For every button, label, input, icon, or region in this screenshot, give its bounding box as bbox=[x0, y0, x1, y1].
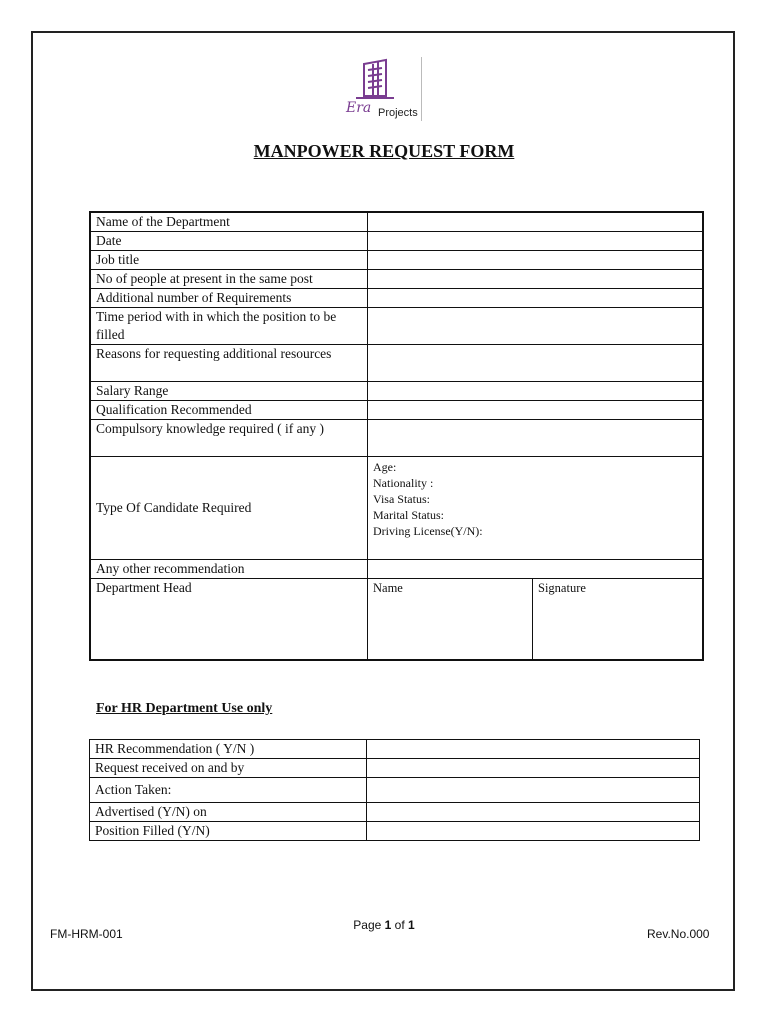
table-row bbox=[90, 251, 703, 270]
department-name-field[interactable] bbox=[368, 212, 704, 232]
department-head-signature-field[interactable] bbox=[533, 579, 704, 661]
row-label: Salary Range bbox=[90, 382, 368, 401]
department-head-name-field[interactable] bbox=[368, 579, 533, 661]
row-label: HR Recommendation ( Y/N ) bbox=[90, 740, 367, 759]
table-row bbox=[90, 289, 703, 308]
table-row bbox=[90, 778, 700, 803]
hr-recommendation-field[interactable] bbox=[367, 740, 700, 759]
row-label: Additional number of Requirements bbox=[90, 289, 368, 308]
row-label: Time period with in which the position to be filled bbox=[90, 308, 368, 345]
table-row bbox=[90, 560, 703, 579]
row-label: Advertised (Y/N) on bbox=[90, 803, 367, 822]
table-row bbox=[90, 579, 703, 661]
row-label: Reasons for requesting additional resources bbox=[90, 345, 368, 382]
candidate-license-label: Driving License(Y/N): bbox=[373, 524, 483, 538]
position-filled-field[interactable] bbox=[367, 822, 700, 841]
additional-number-field[interactable] bbox=[368, 289, 704, 308]
table-row bbox=[90, 212, 703, 232]
manpower-request-table bbox=[89, 211, 704, 661]
compulsory-knowledge-field[interactable] bbox=[368, 420, 704, 457]
row-label: Date bbox=[90, 232, 368, 251]
row-label: Type Of Candidate Required bbox=[90, 457, 368, 560]
row-label: Request received on and by bbox=[90, 759, 367, 778]
logo-script-text: Era bbox=[346, 100, 372, 116]
job-title-field[interactable] bbox=[368, 251, 704, 270]
page-word: Page bbox=[353, 918, 385, 932]
page-of: of bbox=[391, 918, 409, 932]
table-row bbox=[90, 740, 700, 759]
row-label: Department Head bbox=[90, 579, 368, 661]
form-title: MANPOWER REQUEST FORM bbox=[253, 141, 515, 161]
time-period-field[interactable] bbox=[368, 308, 704, 345]
page-total: 1 bbox=[408, 918, 415, 932]
row-label: Qualification Recommended bbox=[90, 401, 368, 420]
table-row bbox=[90, 401, 703, 420]
table-row bbox=[90, 232, 703, 251]
page-current: 1 bbox=[384, 918, 392, 932]
date-field[interactable] bbox=[368, 232, 704, 251]
row-label: Name of the Department bbox=[90, 212, 368, 232]
request-received-field[interactable] bbox=[367, 759, 700, 778]
row-label: Action Taken: bbox=[90, 778, 367, 803]
signature-label: Signature bbox=[538, 581, 586, 595]
row-label: No of people at present in the same post bbox=[90, 270, 368, 289]
candidate-marital-label: Marital Status: bbox=[373, 508, 444, 522]
hr-section-heading: For HR Department Use only bbox=[96, 701, 273, 716]
form-code: FM-HRM-001 bbox=[50, 927, 123, 941]
table-row bbox=[90, 457, 703, 560]
logo-divider bbox=[421, 57, 422, 121]
reasons-field[interactable] bbox=[368, 345, 704, 382]
table-row bbox=[90, 270, 703, 289]
present-count-field[interactable] bbox=[368, 270, 704, 289]
hr-use-table bbox=[89, 739, 700, 841]
table-row bbox=[90, 803, 700, 822]
table-row bbox=[90, 345, 703, 382]
table-row bbox=[90, 420, 703, 457]
logo-projects-text: Projects bbox=[378, 107, 418, 119]
advertised-field[interactable] bbox=[367, 803, 700, 822]
candidate-nationality-label: Nationality : bbox=[373, 476, 434, 490]
qualification-field[interactable] bbox=[368, 401, 704, 420]
row-label: Any other recommendation bbox=[90, 560, 368, 579]
row-label: Position Filled (Y/N) bbox=[90, 822, 367, 841]
table-row bbox=[90, 308, 703, 345]
action-taken-field[interactable] bbox=[367, 778, 700, 803]
other-recommendation-field[interactable] bbox=[368, 560, 704, 579]
table-row bbox=[90, 822, 700, 841]
table-row bbox=[90, 382, 703, 401]
candidate-age-label: Age: bbox=[373, 460, 397, 474]
name-label: Name bbox=[373, 581, 403, 595]
candidate-visa-label: Visa Status: bbox=[373, 492, 430, 506]
row-label: Job title bbox=[90, 251, 368, 270]
candidate-details-field[interactable] bbox=[368, 457, 704, 560]
revision-number: Rev.No.000 bbox=[647, 927, 710, 941]
salary-range-field[interactable] bbox=[368, 382, 704, 401]
table-row bbox=[90, 759, 700, 778]
row-label: Compulsory knowledge required ( if any ) bbox=[90, 420, 368, 457]
